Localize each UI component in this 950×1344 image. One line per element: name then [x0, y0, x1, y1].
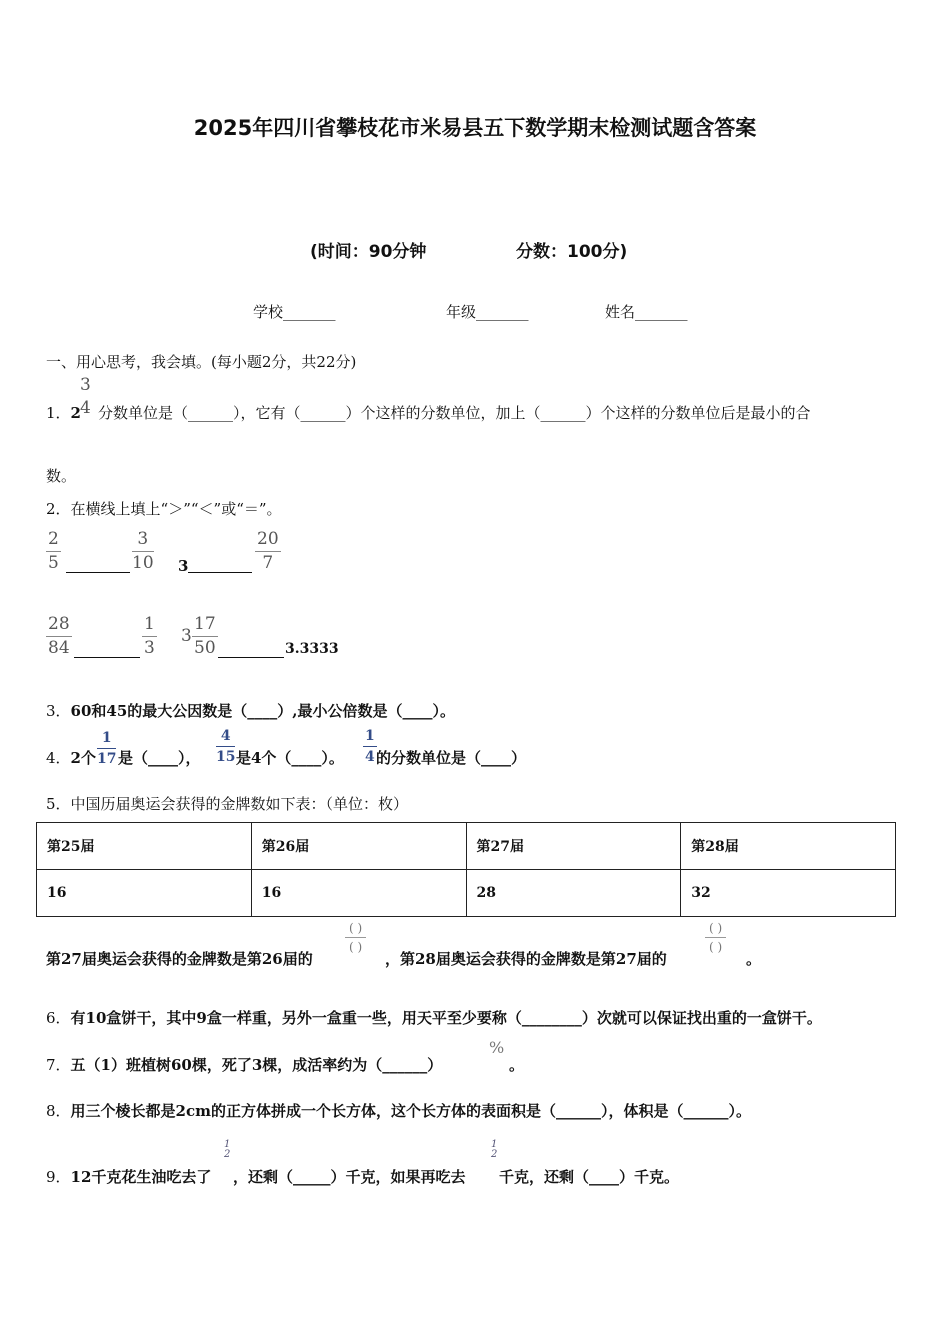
q4-part-1: [46, 747, 96, 768]
q2-r2-frac-a: [46, 616, 72, 657]
q2-r2-b-num: 1: [142, 616, 157, 637]
q5-follow-p2: ，第28届奥运会获得的金牌数是第27届的: [385, 950, 667, 968]
school-field: 学校_______: [253, 303, 336, 321]
q9-f1-num: 1: [224, 1139, 231, 1150]
q2-r2-c-den: 50: [194, 638, 216, 658]
q7-text: 五（1）班植树60棵，死了3棵，成活率约为（______）: [70, 1056, 443, 1074]
q4-p4: 的分数单位是（____）: [376, 749, 527, 767]
q5-paren-top-2: ( ): [705, 921, 726, 938]
q9-f1-den: 2: [224, 1149, 231, 1160]
q2-r1-d-num: 20: [255, 531, 281, 552]
q1-frac-den: 4: [80, 398, 91, 418]
q1-fraction: [78, 377, 93, 417]
q6-text: 有10盒饼干，其中9盒一样重，另外一盒重一些，用天平至少要称（________）次就可以保证找出重的一盒饼干。: [70, 1009, 822, 1027]
q4-f3-den: 4: [365, 749, 375, 765]
q7-number: 7．: [46, 1056, 71, 1074]
table-cell: 32: [681, 870, 896, 917]
q4-p3: 是4个（____）。: [236, 749, 344, 767]
q8-text: 用三个棱长都是2cm的正方体拼成一个长方体，这个长方体的表面积是（______），体积是（______）。: [70, 1102, 751, 1120]
exam-score: 分数：100分): [516, 242, 628, 262]
q9-f2-num: 1: [491, 1139, 498, 1150]
q9-p3: 千克，还剩（____）千克。: [499, 1168, 680, 1186]
question-7: [46, 1054, 442, 1075]
q4-f1-num: 1: [97, 731, 116, 749]
q5-paren-top-1: ( ): [345, 921, 366, 938]
q2-r1-b-den: 10: [132, 553, 154, 573]
q2-r2-c-whole: 3: [181, 626, 192, 646]
q4-fraction-1: [97, 731, 116, 766]
table-header-cell: 第27届: [466, 823, 681, 870]
q2-r1-d-den: 7: [262, 553, 274, 573]
q2-r1-c-left: 3: [178, 557, 189, 575]
q4-fraction-2: [216, 729, 235, 764]
q1-frac-num: 3: [80, 375, 91, 395]
q4-f2-den: 15: [216, 749, 236, 765]
q4-fraction-3: [363, 729, 377, 764]
table-header-row: [37, 823, 896, 870]
q2-number: 2．: [46, 500, 71, 518]
q2-r1-blank-2[interactable]: [188, 571, 252, 573]
q9-fraction-2: [489, 1140, 499, 1160]
page-title: 2025年四川省攀枝花市米易县五下数学期末检测试题含答案: [193, 116, 757, 140]
table-header-cell: 第25届: [37, 823, 252, 870]
table-row: [37, 870, 896, 917]
q1-text: 分数单位是（______），它有（______）个这样的分数单位，加上（______）个这样的分数单位后是最小的合: [98, 404, 811, 422]
table-header-cell: 第26届: [251, 823, 466, 870]
q5-answer-fraction-1[interactable]: [345, 921, 366, 954]
q5-text: 中国历届奥运会获得的金牌数如下表：（单位：枚）: [70, 795, 409, 813]
q2-r1-a-den: 5: [48, 553, 59, 573]
question-5: [46, 793, 408, 814]
q5-paren-bot-1: ( ): [349, 940, 363, 954]
q7-end: 。: [509, 1056, 525, 1074]
q7-percent: %: [489, 1038, 505, 1057]
q4-f2-num: 4: [216, 729, 235, 747]
q4-f1-den: 17: [97, 751, 117, 767]
q2-r2-b-den: 3: [144, 638, 155, 658]
q5-number: 5．: [46, 795, 71, 813]
q9-fraction-1: [222, 1140, 232, 1160]
q8-number: 8．: [46, 1102, 71, 1120]
table-cell: 16: [251, 870, 466, 917]
q6-number: 6．: [46, 1009, 71, 1027]
q2-r2-blank-1[interactable]: [74, 656, 140, 658]
table-header-cell: 第28届: [681, 823, 896, 870]
q1-text-cont: 数。: [46, 467, 77, 485]
q1-whole: 2: [70, 404, 81, 422]
q2-r2-a-den: 84: [48, 638, 70, 658]
name-field: 姓名_______: [605, 303, 688, 321]
q4-p2: 是（____），: [118, 749, 201, 767]
q2-r2-a-num: 28: [46, 616, 72, 637]
q2-r1-frac-b: [132, 531, 154, 572]
question-3: [46, 700, 455, 721]
table-cell: 28: [466, 870, 681, 917]
q5-paren-bot-2: ( ): [709, 940, 723, 954]
q2-r1-frac-d: [255, 531, 281, 572]
q9-f2-den: 2: [491, 1149, 498, 1160]
q2-r1-blank-1[interactable]: [66, 571, 130, 573]
q3-text: 60和45的最大公因数是（____）,最小公倍数是（____）。: [70, 702, 456, 720]
q5-answer-fraction-2[interactable]: [705, 921, 726, 954]
q5-follow-p3: 。: [746, 950, 762, 968]
table-cell: 16: [37, 870, 252, 917]
q2-r1-frac-a: [46, 531, 61, 572]
q2-text: 在横线上填上“＞”“＜”或“＝”。: [70, 500, 282, 518]
q4-f3-num: 1: [363, 729, 377, 747]
q2-r1-a-num: 2: [46, 531, 61, 552]
question-8: [46, 1100, 751, 1121]
q2-r2-blank-2[interactable]: [218, 656, 284, 658]
q3-number: 3．: [46, 702, 71, 720]
question-2: [46, 498, 282, 519]
q2-r2-d-right: 3.3333: [285, 641, 339, 657]
q9-p1: 12千克花生油吃去了: [70, 1168, 212, 1186]
q9-part-1: [46, 1166, 211, 1187]
grade-field: 年级_______: [446, 303, 529, 321]
q2-r1-b-num: 3: [132, 531, 154, 552]
question-1: [46, 402, 81, 423]
section-heading: 一、用心思考，我会填。(每小题2分，共22分): [46, 353, 357, 371]
q2-r2-frac-b: [142, 616, 157, 657]
q5-follow-p1: 第27届奥运会获得的金牌数是第26届的: [46, 950, 313, 968]
q9-number: 9．: [46, 1168, 71, 1186]
question-6: [46, 1007, 822, 1028]
q2-r2-c-num: 17: [192, 616, 218, 637]
exam-time: (时间：90分钟: [310, 242, 427, 262]
q4-number: 4．: [46, 749, 71, 767]
q4-p1: 2个: [70, 749, 96, 767]
q1-number: 1．: [46, 404, 71, 422]
medal-table: [36, 822, 896, 917]
q9-p2: ，还剩（_____）千克，如果再吃去: [233, 1168, 466, 1186]
q2-r2-frac-c: [192, 616, 218, 657]
